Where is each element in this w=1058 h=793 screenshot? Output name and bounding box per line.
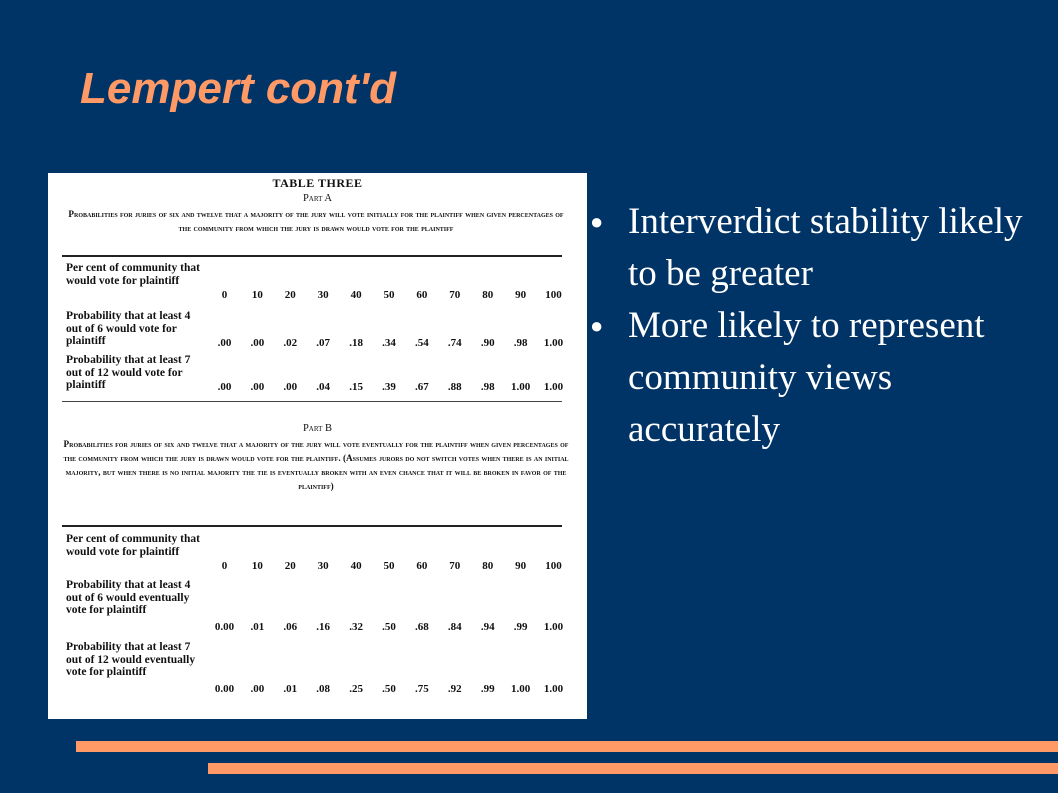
table-cell: 30 [317, 560, 329, 572]
table-cell: .94 [480, 621, 495, 633]
table-cell: .00 [283, 381, 298, 393]
part-b-top-rule [62, 525, 562, 527]
table-cell: 0 [221, 560, 228, 572]
bullet-item [590, 196, 1030, 300]
accent-bar-top [76, 741, 1058, 752]
part-b-row-label: Per cent of community that would vote for plaintiff [66, 533, 200, 558]
table-cell: 70 [449, 289, 461, 301]
table-cell: .25 [349, 683, 363, 695]
table-cell: 70 [449, 560, 461, 572]
bullet-list [590, 196, 1030, 456]
accent-bar-bottom [208, 763, 1058, 774]
slide-title: Lempert cont'd [80, 64, 397, 113]
part-b-caption: Probabilities for juries of six and twelve that a majority of the jury will vote eventually for the plaintiff when given percentages of the community from which the jury is drawn would vote for the plaintiff. (Assumes jurors do not switch votes when there is an initial majority, but when there is no initial majority the tie is eventually broken with an even chance that it will be broken in favor of the plaintiff) [63, 439, 569, 491]
table-cell: .75 [415, 683, 429, 695]
table-cell: .00 [250, 683, 265, 695]
part-b-row-label: Probability that at least 4 out of 6 would eventually vote for plaintiff [66, 579, 191, 616]
table-cell: .90 [480, 337, 495, 349]
table-cell: .00 [250, 381, 265, 393]
part-a-row-values [208, 289, 570, 301]
table-cell: 60 [416, 560, 428, 572]
table-cell: .67 [415, 381, 429, 393]
table-cell: .74 [447, 337, 462, 349]
table-cell: .02 [283, 337, 298, 349]
table-cell: 1.00 [510, 683, 531, 695]
table-cell: 100 [545, 289, 562, 301]
bullet-dot-icon: ● [590, 313, 604, 338]
part-a-heading: Part A [302, 193, 333, 204]
table-cell: .32 [349, 621, 363, 633]
table-cell: .06 [283, 621, 298, 633]
table-cell: 90 [515, 560, 527, 572]
table-cell: .00 [217, 381, 232, 393]
table-cell: .01 [250, 621, 265, 633]
table-cell: 30 [317, 289, 329, 301]
table-cell: .00 [217, 337, 232, 349]
part-a-row-values [208, 381, 570, 393]
table-cell: 50 [383, 560, 395, 572]
table-cell: .99 [513, 621, 528, 633]
table-cell: 1.00 [543, 621, 564, 633]
table-cell: 80 [482, 560, 494, 572]
table-cell: 40 [350, 560, 362, 572]
table-cell: 90 [515, 289, 527, 301]
part-a-row-label: Probability that at least 7 out of 12 would vote for plaintiff [66, 354, 191, 391]
table-cell: .39 [382, 381, 396, 393]
bullet-dot-icon: ● [590, 209, 604, 234]
part-b-heading: Part B [302, 423, 333, 434]
bullet-text: More likely to represent community views accurately [628, 305, 985, 450]
table-image [48, 173, 587, 719]
table-cell: .84 [447, 621, 462, 633]
table-cell: .16 [316, 621, 331, 633]
table-cell: 1.00 [543, 337, 564, 349]
table-cell: .34 [382, 337, 396, 349]
table-cell: .92 [447, 683, 462, 695]
table-cell: 100 [545, 560, 562, 572]
table-cell: .98 [480, 381, 495, 393]
part-b-row-values [208, 560, 570, 572]
bullet-item [590, 300, 1030, 456]
part-a-caption: Probabilities for juries of six and twelve that a majority of the jury will vote initially for the plaintiff when given percentages of the community from which the jury is drawn would vote for the plaintiff [68, 209, 564, 233]
table-cell: .00 [250, 337, 265, 349]
part-b-row-values [208, 683, 570, 695]
table-cell: 0.00 [214, 621, 235, 633]
table-title: TABLE THREE [272, 176, 363, 190]
table-cell: 80 [482, 289, 494, 301]
table-cell: 0 [221, 289, 228, 301]
table-cell: 10 [251, 560, 263, 572]
table-cell: .98 [513, 337, 528, 349]
table-cell: .15 [349, 381, 363, 393]
part-a-top-rule [62, 255, 562, 257]
part-b-row-values [208, 621, 570, 633]
table-cell: .07 [316, 337, 331, 349]
table-cell: .54 [415, 337, 429, 349]
bullet-text: Interverdict stability likely to be greater [628, 201, 1023, 294]
part-a-row-values [208, 337, 570, 349]
table-cell: .68 [415, 621, 429, 633]
table-cell: .01 [283, 683, 298, 695]
table-cell: 50 [383, 289, 395, 301]
part-a-bottom-rule [62, 401, 562, 402]
table-cell: 1.00 [543, 381, 564, 393]
table-cell: 20 [284, 560, 296, 572]
table-cell: .88 [447, 381, 462, 393]
part-a-row-label: Per cent of community that would vote for plaintiff [66, 262, 200, 287]
table-cell: 1.00 [543, 683, 564, 695]
table-cell: .08 [316, 683, 331, 695]
table-cell: .50 [382, 683, 396, 695]
table-cell: 1.00 [510, 381, 531, 393]
part-b-row-label: Probability that at least 7 out of 12 would eventually vote for plaintiff [66, 641, 196, 678]
table-cell: 20 [284, 289, 296, 301]
table-cell: .18 [349, 337, 363, 349]
table-cell: .99 [480, 683, 495, 695]
table-cell: .50 [382, 621, 396, 633]
table-cell: 0.00 [214, 683, 235, 695]
table-cell: .04 [316, 381, 331, 393]
table-cell: 10 [251, 289, 263, 301]
table-cell: 60 [416, 289, 428, 301]
part-a-row-label: Probability that at least 4 out of 6 would vote for plaintiff [66, 310, 191, 347]
table-cell: 40 [350, 289, 362, 301]
